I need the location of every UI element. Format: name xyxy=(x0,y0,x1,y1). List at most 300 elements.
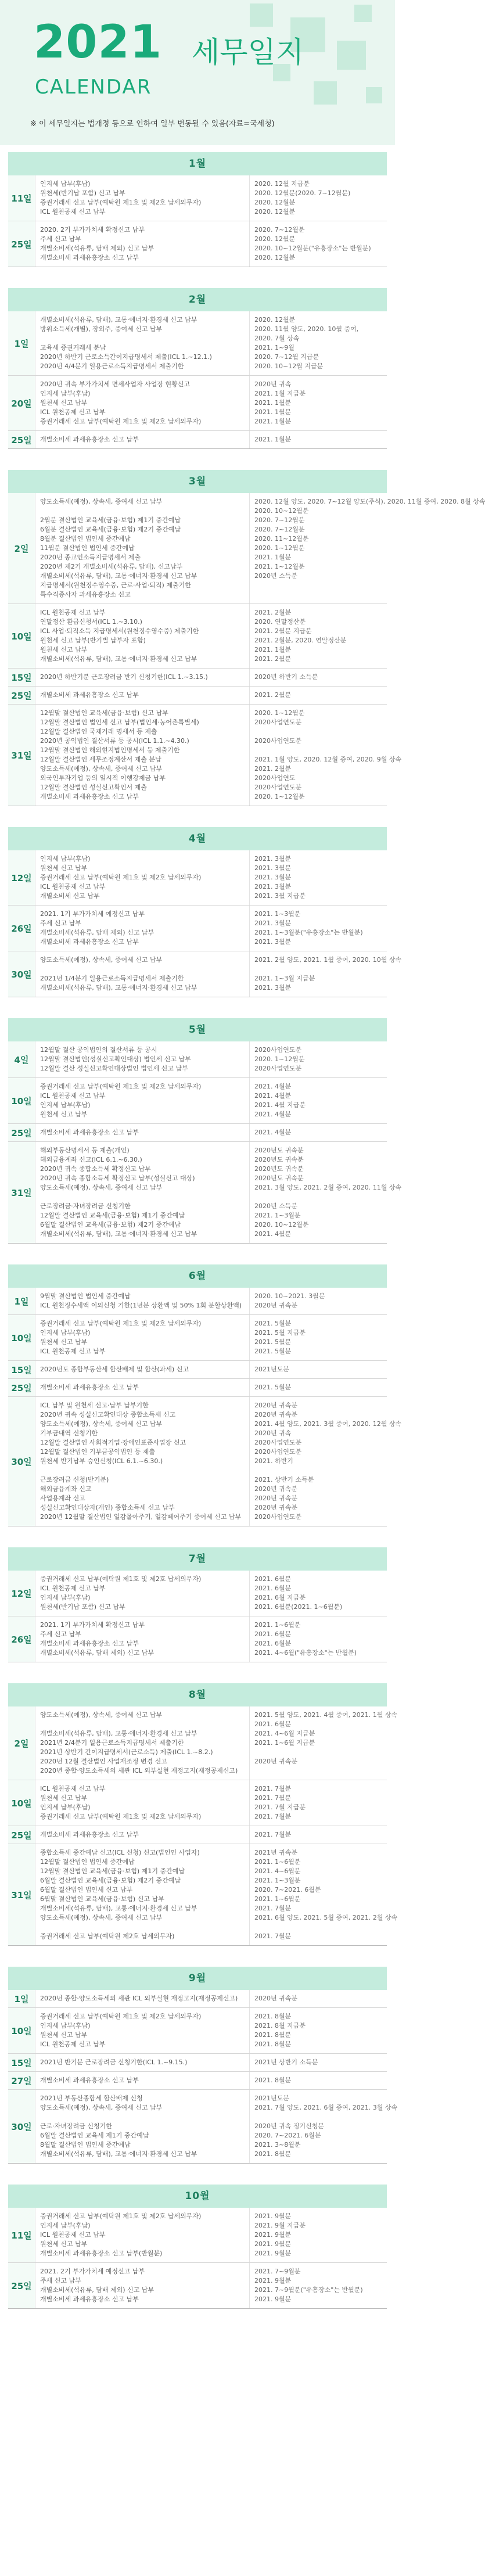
period-item: 2021. 2월분 xyxy=(254,609,292,616)
title-korean: 세무일지 xyxy=(192,35,304,69)
task-list xyxy=(35,906,250,951)
month-section xyxy=(8,470,485,806)
period-item: 2021. 1~6월분 xyxy=(254,1895,301,1903)
period-list xyxy=(250,1571,387,1616)
task-list xyxy=(35,1990,250,2007)
decor-square xyxy=(250,3,273,27)
task-item: 기부금내역 신청기한 xyxy=(40,1429,98,1437)
month-section xyxy=(8,1967,398,2164)
period-list xyxy=(250,604,387,668)
day-label: 15일 xyxy=(8,669,35,686)
period-list xyxy=(250,2208,387,2262)
period-item: 2021. 1~3월분 xyxy=(254,910,301,918)
period-item: 2020. 1~12월분 xyxy=(254,793,305,800)
schedule-row xyxy=(8,1361,387,1379)
task-item xyxy=(40,1192,245,1202)
schedule-row xyxy=(8,1288,387,1315)
day-label: 25일 xyxy=(8,1124,35,1141)
period-item: 2020사업연도 xyxy=(254,774,296,782)
period-item: 2020년도 귀속분 xyxy=(254,1156,304,1163)
task-item: 연말정산 환급신청서(ICL 1.~3.10.) xyxy=(40,618,142,626)
day-label: 26일 xyxy=(8,1616,35,1662)
task-item: 6월말 결산법인 교육세(금융·보험) 제2기 중간예납 xyxy=(40,1221,181,1228)
decor-square xyxy=(337,41,366,70)
period-item: 2021. 1~6월 지급분 xyxy=(254,1739,315,1747)
task-item: 6월말 결산법인 법인세 신고 납부 xyxy=(40,1886,133,1894)
task-item: 주세 신고 납부 xyxy=(40,2277,81,2284)
period-item: 2020년 소득분 xyxy=(254,572,297,580)
schedule-row xyxy=(8,1990,387,2008)
period-item: 2021. 7월분 xyxy=(254,1813,292,1820)
period-item: 2020. 1~12월분 xyxy=(254,544,305,552)
period-item: 2021. 6월 지급분 xyxy=(254,1594,306,1601)
day-label: 1일 xyxy=(8,311,35,375)
day-label: 11일 xyxy=(8,175,35,221)
task-item: 양도소득세(예정), 상속세, 증여세 신고 납부 xyxy=(40,765,163,773)
task-item: ICL 원천공제 신고 납부 xyxy=(40,2040,106,2048)
task-item: 해외부동산명세서 등 제출(개인) xyxy=(40,1147,130,1154)
task-item: 개별소비세 과세유흥장소 신고 납부 xyxy=(40,1831,139,1838)
task-item: 12월말 결산 공익법인의 결산서류 등 공시 xyxy=(40,1046,157,1054)
month-section xyxy=(8,2185,387,2309)
period-item: 2021. 7~9월분 xyxy=(254,2268,301,2275)
task-item: 증권거래세 신고 납부(예탁원 제1호 및 제2호 납세의무자) xyxy=(40,199,202,206)
task-item: 개별소비세 과세유흥장소 신고 납부 xyxy=(40,254,139,261)
task-item: ICL 원천공제 신고 납부 xyxy=(40,1348,106,1355)
day-label: 27일 xyxy=(8,2072,35,2089)
period-item: 2021. 7월 양도, 2021. 6월 증여, 2021. 3월 상속 xyxy=(254,2104,398,2111)
period-item: 2020. 12월분 xyxy=(254,208,296,215)
schedule-row xyxy=(8,1142,402,1244)
period-item: 2021. 4~6월 지급분 xyxy=(254,1730,315,1737)
period-item: 2020. 7~12월분 xyxy=(254,516,305,524)
task-item: 개별소비세(석유류, 담배), 교통·에너지·환경세 신고 납부 xyxy=(40,572,197,580)
task-item: 2021년 부동산종합세 합산배제 신청 xyxy=(40,2094,143,2102)
period-list xyxy=(250,1078,387,1123)
task-item: 6월분 결산법인 교육세(금융·보험) 제2기 중간예납 xyxy=(40,526,181,533)
period-item: 2020. 7~12월분 xyxy=(254,526,305,533)
period-item: 2021. 1~3월 지급분 xyxy=(254,975,315,982)
task-item: 개별소비세 과세유흥장소 신고 납부 xyxy=(40,691,139,699)
schedule-row xyxy=(8,2072,387,2090)
schedule-row xyxy=(8,604,387,669)
task-item: 원천세 신고 납부 xyxy=(40,1794,88,1802)
task-item: 증권거래세 신고 납부(예탁원 제1호 및 제2호 납세의무자) xyxy=(40,1320,202,1327)
period-list xyxy=(250,175,387,221)
period-item: 2021. 8월분 xyxy=(254,2076,292,2084)
task-list xyxy=(35,1616,250,1662)
month-header: 9월 xyxy=(8,1967,387,1990)
period-item xyxy=(254,727,382,736)
task-item: 2021. 1기 부가가치세 예정신고 납부 xyxy=(40,910,145,918)
period-item: 2021. 1월분 xyxy=(254,554,292,561)
task-list xyxy=(35,2090,250,2163)
period-item: 2021. 7월분 xyxy=(254,1831,292,1838)
task-item: 인지세 납부(후납) xyxy=(40,1594,91,1601)
task-item: 개별소비세(석유류, 담배), 교통·에너지·환경세 신고 납부 xyxy=(40,2150,197,2158)
month-header: 6월 xyxy=(8,1264,387,1288)
task-item: 특수직종사자 과세유흥장소 신고 xyxy=(40,591,131,598)
period-item: 2021. 8월분 xyxy=(254,2013,292,2020)
schedule-row xyxy=(8,1124,387,1142)
period-item xyxy=(254,965,382,974)
schedule-row xyxy=(8,705,402,806)
day-label: 31일 xyxy=(8,1142,35,1243)
period-item: 2021. 3월분 xyxy=(254,874,292,881)
task-item: 개별소비세(석유류, 담배 제외) 신고 납부 xyxy=(40,2286,155,2294)
task-item: 원천세 신고 납부 xyxy=(40,1111,88,1118)
period-item: 2020. 12월분 xyxy=(254,316,296,324)
task-list xyxy=(35,2208,250,2262)
task-item: 양도소득세(예정), 상속세, 증여세 신고 납부 xyxy=(40,1184,163,1191)
period-item: 2020. 7월 상속 xyxy=(254,335,300,342)
period-item: 2021. 하반기 xyxy=(254,1457,293,1465)
period-item: 2021. 9월분 xyxy=(254,2295,292,2303)
period-item: 2021. 1월 지급분 xyxy=(254,390,306,397)
task-item: 12월말 결산법인 법인세 신고 납부(법인세·농어촌특별세) xyxy=(40,718,199,726)
task-item: 2020년 12월말 결산법인 일감몰아주기, 일감떼어주기 증여세 신고 납부 xyxy=(40,1513,242,1521)
period-item: 2021. 7월분 xyxy=(254,1905,292,1912)
month-section xyxy=(8,1264,402,1526)
task-item: 증권거래세 신고 납부(예탁원 제1호 및 제2호 납세의무자) xyxy=(40,1813,202,1820)
task-item: ICL 원천공제 신고 납부 xyxy=(40,2231,106,2239)
schedule-row xyxy=(8,493,485,604)
period-item: 2021. 9월분 xyxy=(254,2231,292,2239)
period-list xyxy=(250,1706,398,1780)
task-item: ICL 원천징수세액 이의신청 기한(1년분 상환액 및 50% 1회 분할상환액) xyxy=(40,1302,242,1309)
task-item: 사업용계좌 신고 xyxy=(40,1494,85,1502)
title-english: CALENDAR xyxy=(35,76,152,99)
task-item: 8월분 결산법인 법인세 중간예납 xyxy=(40,535,131,542)
task-item: 원천세 신고 납부 xyxy=(40,399,88,407)
period-item: 2021. 1월분 xyxy=(254,436,292,443)
schedule-row xyxy=(8,2054,387,2072)
period-item: 2021. 3월분 xyxy=(254,883,292,890)
period-list xyxy=(250,705,402,806)
task-item: 증권거래세 신고 납부(예탁원 제1호 및 제2호 납세의무자) xyxy=(40,2212,202,2220)
task-item: ICL 원천공제 신고 납부 xyxy=(40,208,106,215)
period-item: 2020. 10~12월분 xyxy=(254,1221,309,1228)
task-item: ICL 원천공제 신고 납부 xyxy=(40,1092,106,1100)
task-item: 2020년 종합·양도소득세의 세관 ICL 외부실현 재정고지(재정공제신고) xyxy=(40,1767,238,1774)
day-label: 10일 xyxy=(8,604,35,668)
task-item: 2021년 상반기 간이지급명세서(근로소득) 제출(ICL 1.~8.2.) xyxy=(40,1748,213,1756)
schedule-row xyxy=(8,376,387,431)
task-item: ICL 납부 및 원천세 신고·납부 납부기한 xyxy=(40,1402,149,1409)
months-container xyxy=(8,152,485,2330)
period-item: 2021. 1~9월 xyxy=(254,344,294,351)
task-item: 6월말 결산법인 교육세(금융·보험) 신고 납부 xyxy=(40,1895,164,1903)
task-item: 12월말 결산법인 세무조정계산서 제출 분납 xyxy=(40,756,161,763)
period-item: 2021. 2월 양도, 2021. 1월 증여, 2020. 10월 상속 xyxy=(254,956,402,964)
task-item xyxy=(40,1720,245,1729)
period-list xyxy=(250,1780,387,1826)
period-list xyxy=(250,669,387,686)
period-item: 2020. 12월분 xyxy=(254,199,296,206)
day-label: 25일 xyxy=(8,1379,35,1396)
task-list xyxy=(35,669,250,686)
task-item: 해외금융계좌 신고 xyxy=(40,1485,92,1493)
task-list xyxy=(35,1780,250,1826)
task-item: 증권거래세 신고 납부(예탁원 제1호 및 제2호 납세의무자) xyxy=(40,418,202,425)
month-header: 8월 xyxy=(8,1683,387,1706)
month-section xyxy=(8,152,387,267)
schedule-row xyxy=(8,669,387,687)
task-list xyxy=(35,1361,250,1378)
period-item: 2021. 4월분 xyxy=(254,1230,292,1238)
schedule-row xyxy=(8,906,387,951)
day-label: 2일 xyxy=(8,1706,35,1780)
task-item: 개별소비세(석유류, 담배), 교통·에너지·환경세 신고 납부 xyxy=(40,1905,197,1912)
day-label: 31일 xyxy=(8,1844,35,1945)
period-item: 2020사업연도분 xyxy=(254,1448,302,1456)
day-label: 30일 xyxy=(8,1397,35,1526)
task-item: 2020년 종교인소득지급명세서 제출 xyxy=(40,554,141,561)
day-label: 4일 xyxy=(8,1041,35,1077)
period-item: 2020. 12월 양도, 2020. 7~12월 양도(주식), 2020. 11월 증여, 2020. 8월 상속 xyxy=(254,498,485,505)
task-item: 주세 신고 납부 xyxy=(40,235,81,243)
day-label: 25일 xyxy=(8,221,35,267)
period-item: 2021. 1월분 xyxy=(254,418,292,425)
period-list xyxy=(250,1288,387,1314)
period-item: 2021년도분 xyxy=(254,1366,289,1373)
task-list xyxy=(35,1706,250,1780)
day-label: 12일 xyxy=(8,850,35,905)
period-item: 2021년도분 xyxy=(254,2094,289,2102)
day-label: 30일 xyxy=(8,951,35,997)
period-list xyxy=(250,1990,387,2007)
task-item: 개별소비세 신고 납부 xyxy=(40,892,100,900)
day-label: 10일 xyxy=(8,1315,35,1360)
period-item: 2021. 6월분(2021. 1~6월분) xyxy=(254,1603,343,1611)
month-header: 3월 xyxy=(8,470,387,493)
period-list xyxy=(250,850,387,905)
period-item: 2020. 12월분 xyxy=(254,254,296,261)
period-item: 2021. 9월분 xyxy=(254,2212,292,2220)
task-list xyxy=(35,175,250,221)
period-item: 2021. 1~3월분 xyxy=(254,1877,301,1884)
period-list xyxy=(250,2263,387,2308)
period-item: 2020사업연도분 xyxy=(254,1439,302,1446)
day-label: 10일 xyxy=(8,2008,35,2053)
task-item: 원천세 신고 납부 xyxy=(40,864,88,872)
task-item: 2020년 4/4분기 일용근로소득지급명세서 제출기한 xyxy=(40,362,184,370)
task-item: 12월말 결산법인(성실신고확인대상) 법인세 신고 납부 xyxy=(40,1055,191,1063)
schedule-row xyxy=(8,951,402,997)
day-label: 25일 xyxy=(8,1826,35,1844)
period-item: 2021. 4월분 xyxy=(254,1092,292,1100)
task-list xyxy=(35,1571,250,1616)
period-item xyxy=(254,1923,382,1932)
period-item: 2020년도 귀속분 xyxy=(254,1174,304,1182)
task-list xyxy=(35,604,250,668)
period-item: 2021. 2월분 지급분 xyxy=(254,627,312,635)
task-item: 8월말 결산법인 법인세 중간예납 xyxy=(40,2141,131,2149)
schedule-row xyxy=(8,1844,398,1946)
task-list xyxy=(35,1288,250,1314)
task-list xyxy=(35,1397,250,1526)
period-list xyxy=(250,1142,402,1243)
period-item: 2021. 8월 지급분 xyxy=(254,2022,306,2029)
period-item: 2021. 6월분 xyxy=(254,1630,292,1638)
period-item: 2020. 12월분(2020. 7~12월분) xyxy=(254,189,351,197)
period-list xyxy=(250,1397,402,1526)
decor-square xyxy=(354,5,372,22)
period-item: 2021. 4~6월("유흥장소"는 반월분) xyxy=(254,1649,357,1657)
period-item: 2021. 2월분 xyxy=(254,765,292,773)
task-item: 개별소비세(석유류, 담배 제외) 신고 납부 xyxy=(40,1649,155,1657)
period-list xyxy=(250,493,485,603)
schedule-row xyxy=(8,311,387,376)
period-item: 2020년 하반기 소득분 xyxy=(254,673,318,681)
task-item: 6월말 결산법인 교육세(금융·보험) 제2기 중간예납 xyxy=(40,1877,181,1884)
title-year: 2021 xyxy=(34,16,163,69)
period-item: 2020년 귀속 xyxy=(254,1429,292,1437)
task-item xyxy=(40,965,245,974)
task-item xyxy=(40,506,245,516)
period-item xyxy=(254,1748,382,1757)
period-item: 2021. 4~6월분 xyxy=(254,1867,301,1875)
period-item xyxy=(254,2112,382,2122)
task-item: 근로장려금 신청(반기분) xyxy=(40,1476,109,1483)
task-item: 양도소득세(예정), 상속세, 증여세 신고 납부 xyxy=(40,1420,163,1428)
task-item: 인지세 납부(후납) xyxy=(40,855,91,863)
period-list xyxy=(250,1616,387,1662)
task-item: 주세 신고 납부 xyxy=(40,919,81,927)
calendar-header xyxy=(0,0,395,145)
schedule-row xyxy=(8,2208,387,2263)
task-item: ICL 원천공제 신고 납부 xyxy=(40,883,106,890)
period-list xyxy=(250,1826,387,1844)
task-list xyxy=(35,1379,250,1396)
period-item: 2021. 7월분 xyxy=(254,1932,292,1940)
task-item: 12월말 결산법인 사회적기업·장애인표준사업장 신고 xyxy=(40,1439,186,1446)
period-list xyxy=(250,2054,387,2071)
schedule-row xyxy=(8,687,387,705)
period-list xyxy=(250,376,387,430)
task-list xyxy=(35,1078,250,1123)
task-item: 해외금융계좌 신고(ICL 6.1.~6.30.) xyxy=(40,1156,142,1163)
task-item: 2021년 반기분 근로장려금 신청기한(ICL 1.~9.15.) xyxy=(40,2058,188,2066)
period-list xyxy=(250,1844,398,1945)
schedule-row xyxy=(8,1780,387,1826)
period-item: 2020년 귀속 xyxy=(254,380,292,388)
task-item: 11월분 결산법인 법인세 중간예납 xyxy=(40,544,135,552)
period-item: 2020. 7~2021. 6월분 xyxy=(254,1886,321,1894)
period-item: 2021. 5월분 xyxy=(254,1320,292,1327)
task-item: 외국인투자기업 등의 일시적 이행강제금 납부 xyxy=(40,774,166,782)
task-item: 개별소비세 과세유흥장소 신고 납부 xyxy=(40,938,139,946)
task-item: 개별소비세 과세유흥장소 신고 납부(반월분) xyxy=(40,2250,163,2257)
period-item: 2021. 2월분 xyxy=(254,691,292,699)
month-header: 7월 xyxy=(8,1547,387,1571)
task-item: 주세 신고 납부 xyxy=(40,1630,81,1638)
period-item xyxy=(254,1192,382,1202)
task-item: ICL 사업·퇴직소득 지급명세서(원천징수영수증) 제출기한 xyxy=(40,627,199,635)
task-item: 개별소비세 과세유흥장소 신고 납부 xyxy=(40,2076,139,2084)
month-section xyxy=(8,1683,398,1946)
day-label: 25일 xyxy=(8,431,35,448)
task-item: ICL 원천공제 신고 납부 xyxy=(40,1785,106,1792)
period-item: 2021. 9월분 xyxy=(254,2240,292,2248)
period-list xyxy=(250,906,387,951)
period-item: 2021. 8월분 xyxy=(254,2150,292,2158)
task-item: 인지세 납부(후납) xyxy=(40,2222,91,2229)
task-list xyxy=(35,2263,250,2308)
period-item: 2021. 8월분 xyxy=(254,2031,292,2039)
period-item: 2020사업연도분 xyxy=(254,1065,302,1072)
month-header: 2월 xyxy=(8,288,387,311)
task-item: 개별소비세 과세유흥장소 신고 납부 xyxy=(40,436,139,443)
task-item: 12월말 결산법인 법인세 중간예납 xyxy=(40,1858,135,1866)
task-item xyxy=(40,1923,245,1932)
period-item: 2021. 5월 지급분 xyxy=(254,1329,306,1336)
schedule-row xyxy=(8,431,387,449)
task-item: 인지세 납부(후납) xyxy=(40,180,91,188)
day-label: 2일 xyxy=(8,493,35,603)
period-list xyxy=(250,431,387,448)
task-list xyxy=(35,2072,250,2089)
task-list xyxy=(35,2008,250,2053)
period-item: 2021. 4월분 xyxy=(254,1111,292,1118)
period-item: 2021. 7월분 xyxy=(254,1785,292,1792)
task-item: 12월말 결산 성실신고확인대상법인 법인세 신고 납부 xyxy=(40,1065,188,1072)
task-item: 증권거래세 신고 납부(예탁원 제1호 및 제2호 납세의무자) xyxy=(40,2013,202,2020)
schedule-row xyxy=(8,1041,387,1078)
task-list xyxy=(35,850,250,905)
task-item: 개별소비세(석유류, 담배), 교통·에너지·환경세 신고 납부 xyxy=(40,316,197,324)
day-label: 25일 xyxy=(8,2263,35,2308)
period-item: 2021. 4월분 xyxy=(254,1083,292,1090)
task-item: 2021년 1/4분기 일용근로소득지급명세서 제출기한 xyxy=(40,975,184,982)
task-item: 인지세 납부(후납) xyxy=(40,1329,91,1336)
period-item: 2020년도 귀속분 xyxy=(254,1165,304,1173)
period-item: 2021. 1~6월분 xyxy=(254,1858,301,1866)
period-item: 2020. 11~12월분 xyxy=(254,535,309,542)
period-list xyxy=(250,1361,387,1378)
task-item: 개별소비세 과세유흥장소 신고 납부 xyxy=(40,1384,139,1391)
task-item: 원천세(반기납 포함) 신고 납부 xyxy=(40,189,125,197)
task-item: 근로장려금·자녀장려금 신청기한 xyxy=(40,1202,131,1210)
period-item: 2020. 10~12월분 xyxy=(254,507,309,515)
day-label: 10일 xyxy=(8,1780,35,1826)
period-item: 2021. 상반기 소득분 xyxy=(254,1476,314,1483)
task-item: 증권거래세 신고 납부(예탁원 제1호 및 제2호 납세의무자) xyxy=(40,1575,202,1583)
task-list xyxy=(35,1844,250,1945)
period-list xyxy=(250,1379,387,1396)
period-item: 2021. 1월분 xyxy=(254,408,292,416)
task-item: 12월말 결산법인 교육세(금융·보험) 제1기 중간예납 xyxy=(40,1867,185,1875)
period-item: 2020사업연도분 xyxy=(254,718,302,726)
decor-square xyxy=(314,81,337,105)
period-item: 2020. 7~2021. 6월분 xyxy=(254,2132,321,2139)
period-item: 2020. 10~12월분("유흥장소"는 반월분) xyxy=(254,245,371,252)
task-list xyxy=(35,705,250,806)
task-list xyxy=(35,1826,250,1844)
task-item: 개별소비세(석유류, 담배 제외) 신고 납부 xyxy=(40,929,155,936)
task-list xyxy=(35,376,250,430)
period-item: 2021. 2월분, 2020. 연말정산분 xyxy=(254,637,347,644)
period-list xyxy=(250,1041,387,1077)
month-section xyxy=(8,1547,387,1662)
task-item: 성실신고확인대상자(개인) 종합소득세 신고 납부 xyxy=(40,1504,175,1511)
period-item: 2021. 1월분 xyxy=(254,646,292,653)
month-header: 4월 xyxy=(8,827,387,850)
month-section xyxy=(8,288,387,449)
task-list xyxy=(35,221,250,267)
day-label: 15일 xyxy=(8,2054,35,2071)
day-label: 12일 xyxy=(8,1571,35,1616)
